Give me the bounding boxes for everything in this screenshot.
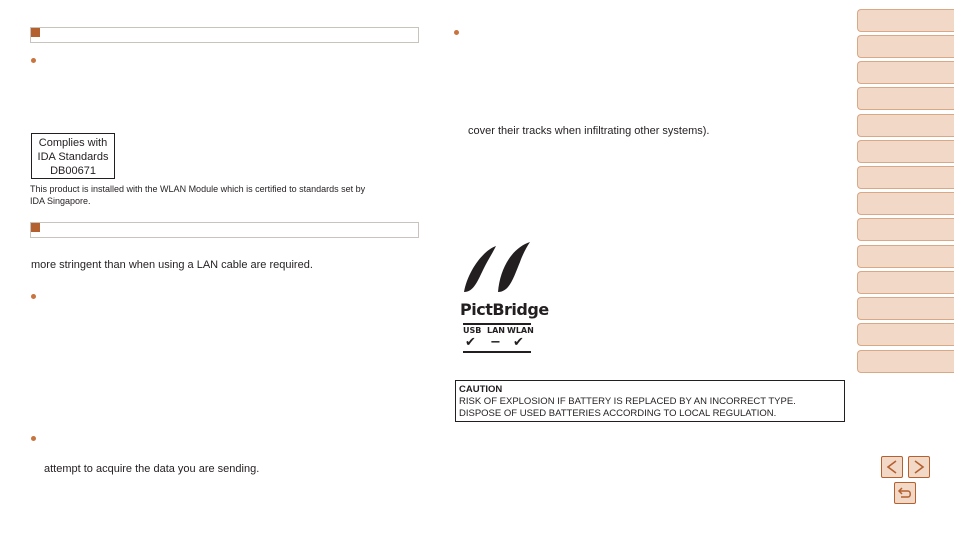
caution-line-1: RISK OF EXPLOSION IF BATTERY IS REPLACED BY AN INCORRECT TYPE.	[459, 396, 796, 407]
chapter-tab[interactable]	[857, 140, 954, 163]
logo-mark-lan: −	[490, 335, 501, 350]
chapter-tab[interactable]	[857, 9, 954, 32]
return-icon	[897, 486, 913, 500]
section-marker-icon	[31, 223, 40, 232]
pictbridge-swoosh-icon	[460, 240, 534, 302]
chapter-tab[interactable]	[857, 271, 954, 294]
next-page-button[interactable]	[908, 456, 930, 478]
chapter-tab[interactable]	[857, 192, 954, 215]
ida-note-line-1: This product is installed with the WLAN Module which is certified to standards set by	[30, 184, 366, 194]
pictbridge-wordmark: PictBridge	[460, 300, 549, 319]
logo-mark-usb: ✔	[465, 335, 476, 350]
chapter-tab[interactable]	[857, 61, 954, 84]
prev-page-button[interactable]	[881, 456, 903, 478]
logo-col-usb: USB	[463, 326, 482, 335]
chapter-tab[interactable]	[857, 166, 954, 189]
pictbridge-logo	[460, 240, 549, 354]
caution-box	[455, 380, 845, 422]
chapter-tab[interactable]	[857, 114, 954, 137]
chapter-tab[interactable]	[857, 297, 954, 320]
arrow-left-icon	[886, 460, 898, 474]
section-marker-icon	[31, 28, 40, 37]
ida-line-2: IDA Standards	[37, 151, 109, 163]
ida-note-line-2: IDA Singapore.	[30, 196, 91, 206]
bullet-icon	[454, 30, 459, 35]
lan-security-text: more stringent than when using a LAN cable are required.	[31, 259, 313, 271]
ida-line-3: DB00671	[50, 165, 96, 177]
section-heading-bar-2	[30, 222, 419, 238]
chapter-tab[interactable]	[857, 35, 954, 58]
caution-line-2: DISPOSE OF USED BATTERIES ACCORDING TO LOCAL REGULATION.	[459, 408, 777, 419]
chapter-tab[interactable]	[857, 87, 954, 110]
pictbridge-rule-bottom	[463, 351, 531, 353]
bullet-icon	[31, 436, 36, 441]
back-button[interactable]	[894, 482, 916, 504]
chapter-tab[interactable]	[857, 350, 954, 373]
chapter-tab[interactable]	[857, 218, 954, 241]
logo-col-wlan: WLAN	[507, 326, 534, 335]
tracks-text: cover their tracks when infiltrating other systems).	[468, 125, 710, 137]
chapter-tab[interactable]	[857, 323, 954, 346]
data-send-text: attempt to acquire the data you are sending.	[44, 463, 260, 475]
pictbridge-rule-top	[463, 323, 531, 325]
ida-line-1: Complies with	[38, 137, 108, 149]
chapter-tab[interactable]	[857, 245, 954, 268]
bullet-icon	[31, 58, 36, 63]
ida-compliance-box	[31, 133, 115, 179]
bullet-icon	[31, 294, 36, 299]
section-heading-bar-1	[30, 27, 419, 43]
logo-mark-wlan: ✔	[513, 335, 524, 350]
logo-col-lan: LAN	[487, 326, 505, 335]
arrow-right-icon	[913, 460, 925, 474]
caution-heading: CAUTION	[459, 384, 503, 395]
